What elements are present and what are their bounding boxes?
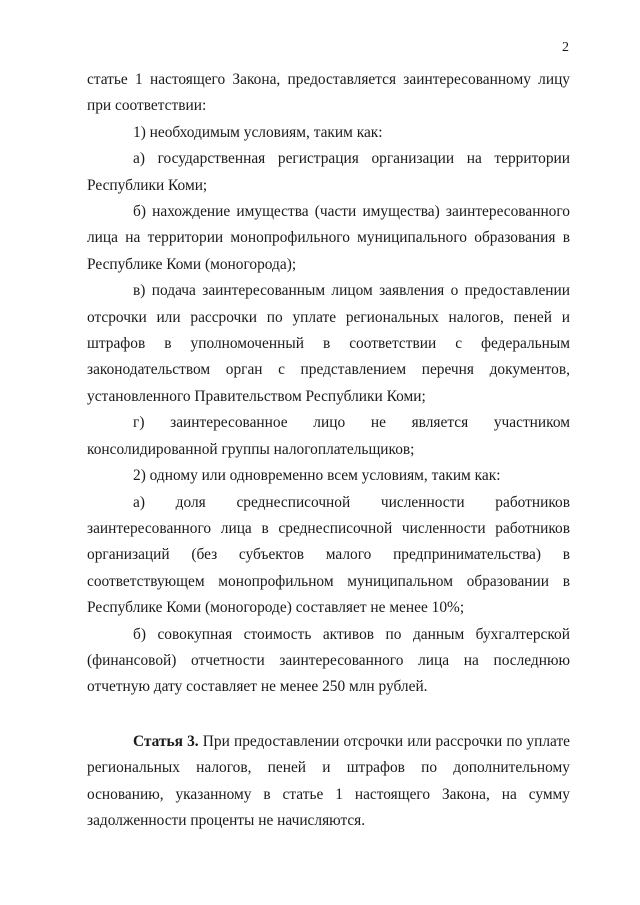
page-number: 2 — [562, 40, 569, 55]
paragraph-condition-2: 2) одному или одновременно всем условиям, таким как: — [133, 467, 501, 485]
paragraph-condition-1d: г) заинтересованное лицо не является участником консолидированной группы налогоплательщиков; — [87, 414, 570, 458]
paragraph-continuation: статье 1 настоящего Закона, предоставляется заинтересованному лицу при соответствии: — [87, 71, 570, 115]
paragraph-condition-2a: а) доля среднесписочной численности работников заинтересованного лица в среднесписочной численности работников организаций (без субъектов малого предпринимательства) в соответствующем монопрофильном муниципальном образовании в Республике Коми (моногороде) составляет не менее 10%; — [87, 493, 570, 617]
document-body — [87, 67, 570, 834]
paragraph-condition-2b: б) совокупная стоимость активов по данным бухгалтерской (финансовой) отчетности заинтересованного лица на последнюю отчетную дату составляет не менее 250 млн рублей. — [87, 625, 570, 696]
paragraph-condition-1a: а) государственная регистрация организации на территории Республики Коми; — [87, 150, 570, 194]
paragraph-condition-1: 1) необходимым условиям, таким как: — [133, 123, 383, 141]
article-3-heading: Статья 3. — [133, 732, 199, 750]
paragraph-condition-1b: б) нахождение имущества (части имущества) заинтересованного лица на территории монопрофильного муниципального образования в Республике Коми (моногорода); — [87, 203, 570, 273]
article-3-text: При предоставлении отсрочки или рассрочки по уплате региональных налогов, пеней и штрафов по дополнительному основанию, указанному в статье 1 настоящего Закона, на сумму задолженности проценты не начисляются. — [87, 732, 570, 829]
article-3-paragraph — [87, 729, 570, 835]
paragraph-condition-1c: в) подача заинтересованным лицом заявления о предоставлении отсрочки или рассрочки по уплате региональных налогов, пеней и штрафов в уполномоченный в соответствии с федеральным законодательством орган с представлением перечня документов, установленного Правительством Республики Коми; — [87, 282, 570, 405]
